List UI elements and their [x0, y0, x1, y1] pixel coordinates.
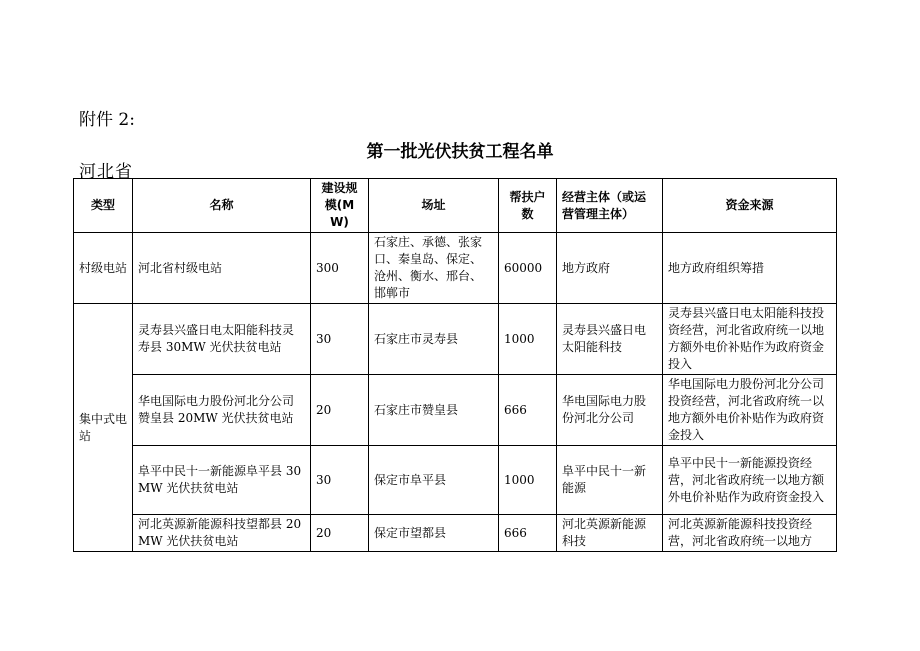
header-site: 场址: [369, 179, 499, 233]
table-row: [74, 446, 837, 515]
cell-type: 村级电站: [74, 233, 133, 304]
cell-funding-text: 灵寿县兴盛日电太阳能科技投资经营，河北省政府统一以地方额外电价补贴作为政府资金投入: [668, 306, 825, 371]
cell-site-text: 石家庄、承德、张家口、秦皇岛、保定、沧州、衡水、邢台、邯郸市: [374, 235, 483, 300]
cell-funding: [663, 304, 837, 375]
header-operator: 经营主体（或运营管理主体）: [557, 179, 663, 233]
cell-funding-text: 华电国际电力股份河北分公司投资经营，河北省政府统一以地方额外电价补贴作为政府资金投入: [668, 377, 825, 442]
cell-funding-text: 阜平中民十一新能源投资经营，河北省政府统一以地方额外电价补贴作为政府资金投入: [668, 455, 825, 504]
project-table: [73, 178, 837, 552]
cell-name: 阜平中民十一新能源阜平县 30MW 光伏扶贫电站: [133, 446, 311, 515]
cell-site: [369, 233, 499, 304]
cell-operator: 华电国际电力股份河北分公司: [557, 375, 663, 446]
header-type: 类型: [74, 179, 133, 233]
province-label: 河北省: [79, 162, 133, 182]
cell-scale: 300: [311, 233, 369, 304]
cell-households: 666: [499, 515, 557, 552]
cell-households: 1000: [499, 446, 557, 515]
cell-funding-text: 河北英源新能源科技投资经营，河北省政府统一以地方: [668, 517, 813, 548]
header-scale: 建设规模(MW): [311, 179, 369, 233]
document-title: 第一批光伏扶贫工程名单: [366, 142, 554, 162]
attachment-label: 附件 2:: [79, 110, 135, 130]
cell-name: 华电国际电力股份河北分公司赞皇县 20MW 光伏扶贫电站: [133, 375, 311, 446]
table-row: [74, 304, 837, 375]
cell-operator: 灵寿县兴盛日电太阳能科技: [557, 304, 663, 375]
cell-site: 保定市望都县: [369, 515, 499, 552]
cell-type: 集中式电站: [74, 304, 133, 552]
cell-name: 河北省村级电站: [133, 233, 311, 304]
cell-households: 666: [499, 375, 557, 446]
cell-funding: 地方政府组织筹措: [663, 233, 837, 304]
cell-name: 灵寿县兴盛日电太阳能科技灵寿县 30MW 光伏扶贫电站: [133, 304, 311, 375]
header-funding: 资金来源: [663, 179, 837, 233]
cell-site: 石家庄市赞皇县: [369, 375, 499, 446]
header-name: 名称: [133, 179, 311, 233]
header-households: 帮扶户数: [499, 179, 557, 233]
cell-scale: 20: [311, 515, 369, 552]
table-row: [74, 233, 837, 304]
cell-site: 石家庄市灵寿县: [369, 304, 499, 375]
table-row: [74, 515, 837, 552]
cell-name: 河北英源新能源科技望都县 20MW 光伏扶贫电站: [133, 515, 311, 552]
cell-households: 60000: [499, 233, 557, 304]
cell-operator: 阜平中民十一新能源: [557, 446, 663, 515]
cell-funding: [663, 375, 837, 446]
cell-scale: 30: [311, 304, 369, 375]
table-row: [74, 375, 837, 446]
cell-operator: 河北英源新能源科技: [557, 515, 663, 552]
cell-scale: 20: [311, 375, 369, 446]
cell-site: 保定市阜平县: [369, 446, 499, 515]
cell-funding: [663, 515, 837, 552]
cell-scale: 30: [311, 446, 369, 515]
cell-households: 1000: [499, 304, 557, 375]
table-header-row: [74, 179, 837, 233]
cell-funding: [663, 446, 837, 515]
cell-operator: 地方政府: [557, 233, 663, 304]
